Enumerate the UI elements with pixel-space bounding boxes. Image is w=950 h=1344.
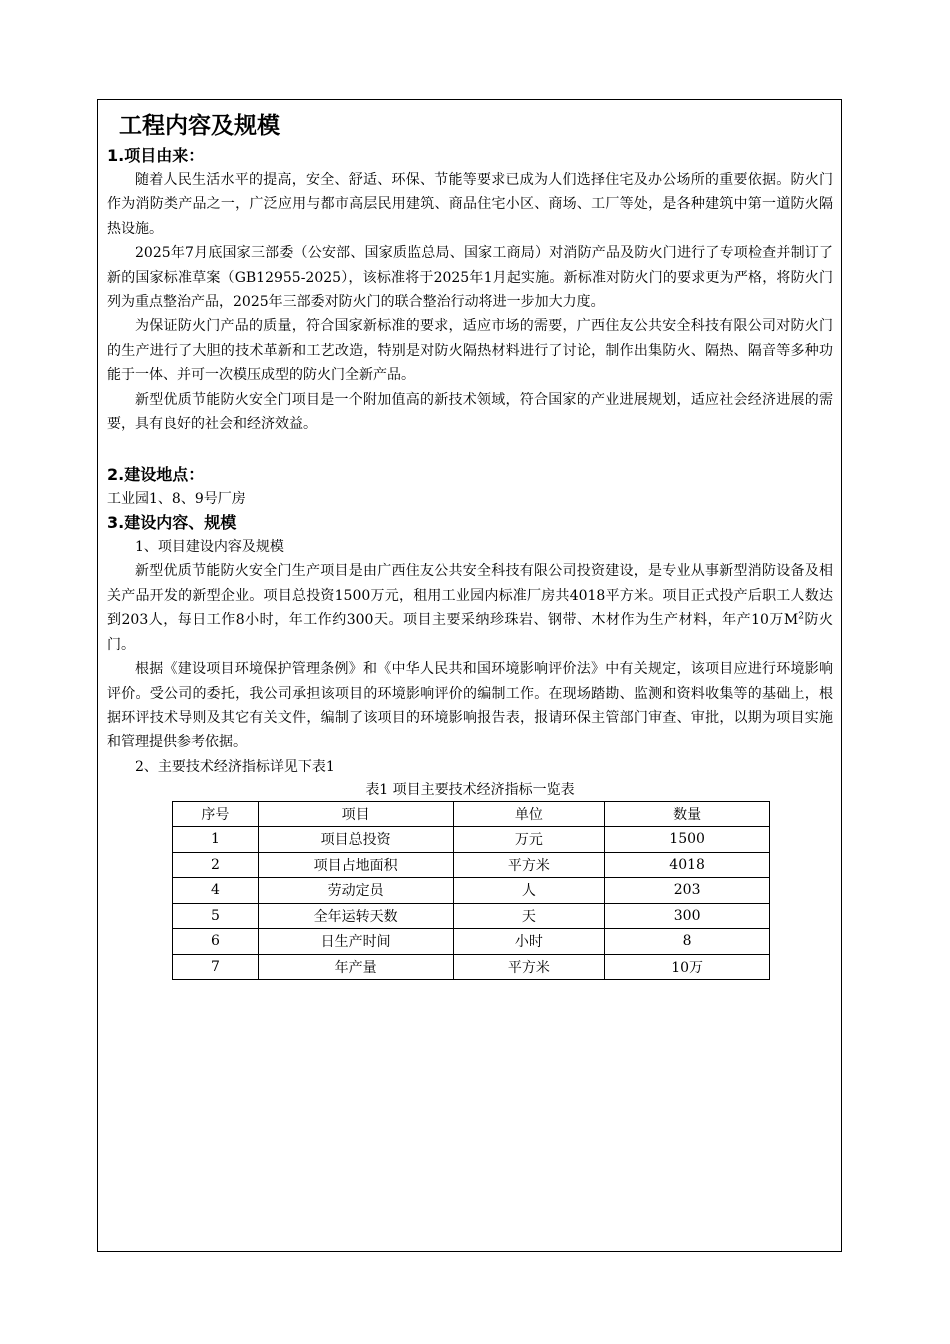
table-header-row bbox=[173, 801, 770, 827]
table-cell: 1 bbox=[173, 827, 259, 853]
table-cell: 1500 bbox=[605, 827, 770, 853]
header-cell-item: 项目 bbox=[258, 801, 453, 827]
origin-paragraph-3: 为保证防火门产品的质量，符合国家新标准的要求，适应市场的需要，广西住友公共安全科技有限公司对防火门的生产进行了大胆的技术革新和工艺改造，特别是对防火隔热材料进行了讨论，制作出集防火、隔热、隔音等多种功能于一体、并可一次模压成型的防火门全新产品。 bbox=[107, 318, 833, 384]
header-cell-index: 序号 bbox=[173, 801, 259, 827]
scope-subheading-2: 2、主要技术经济指标详见下表1 bbox=[135, 758, 335, 775]
table-cell: 天 bbox=[453, 903, 605, 929]
origin-paragraph-1: 随着人民生活水平的提高，安全、舒适、环保、节能等要求已成为人们选择住宅及办公场所的重要依据。防火门作为消防类产品之一，广泛应用与都市高层民用建筑、商品住宅小区、商场、工厂等处，是各种建筑中第一道防火隔热设施。 bbox=[107, 172, 833, 237]
page-title: 工程内容及规模 bbox=[119, 113, 280, 139]
table-cell: 项目总投资 bbox=[258, 827, 453, 853]
scope-paragraph-1 bbox=[107, 559, 833, 657]
table-cell: 8 bbox=[605, 929, 770, 955]
table-cell: 平方米 bbox=[453, 954, 605, 980]
section-gap bbox=[107, 436, 833, 463]
area-unit-superscript: 2 bbox=[798, 611, 804, 622]
table-caption: 表1 项目主要技术经济指标一览表 bbox=[365, 781, 575, 798]
table-cell: 4018 bbox=[605, 852, 770, 878]
table-row bbox=[173, 929, 770, 955]
scope-paragraph-1-text: 新型优质节能防火安全门生产项目是由广西住友公共安全科技有限公司投资建设，是专业从事新型消防设备及相关产品开发的新型企业。项目总投资1500万元，租用工业园内标准厂房共4018平方米。项目正式投产后职工人数达到203人，每日工作8小时，年工作约300天。项目主要采纳珍珠岩、钢带、木材作为生产材料，年产10万M bbox=[107, 563, 833, 629]
table-cell: 7 bbox=[173, 954, 259, 980]
table-cell: 小时 bbox=[453, 929, 605, 955]
table-row bbox=[173, 827, 770, 853]
section-heading-scope: 3.建设内容、规模 bbox=[107, 513, 237, 533]
table-cell: 日生产时间 bbox=[258, 929, 453, 955]
table-cell: 劳动定员 bbox=[258, 878, 453, 904]
table-row bbox=[173, 878, 770, 904]
scope-paragraph-1-tail: 防火门。 bbox=[107, 612, 834, 653]
table-row bbox=[173, 903, 770, 929]
section-heading-origin: 1.项目由来： bbox=[107, 146, 205, 165]
table-cell: 2 bbox=[173, 852, 259, 878]
table-cell: 年产量 bbox=[258, 954, 453, 980]
table-cell: 万元 bbox=[453, 827, 605, 853]
indicator-table bbox=[172, 801, 770, 981]
document-body bbox=[107, 108, 833, 980]
header-cell-unit: 单位 bbox=[453, 801, 605, 827]
table-cell: 10万 bbox=[605, 954, 770, 980]
table-cell: 人 bbox=[453, 878, 605, 904]
table-cell: 全年运转天数 bbox=[258, 903, 453, 929]
section-heading-location: 2.建设地点： bbox=[107, 465, 205, 485]
origin-paragraph-4: 新型优质节能防火安全门项目是一个附加值高的新技术领域，符合国家的产业进展规划，适应社会经济进展的需要，具有良好的社会和经济效益。 bbox=[107, 391, 833, 433]
content-frame bbox=[97, 99, 842, 1252]
table-row bbox=[173, 954, 770, 980]
table-cell: 4 bbox=[173, 878, 259, 904]
header-cell-quantity: 数量 bbox=[605, 801, 770, 827]
table-cell: 203 bbox=[605, 878, 770, 904]
location-text: 工业园1、8、9号厂房 bbox=[107, 491, 246, 508]
table-cell: 项目占地面积 bbox=[258, 852, 453, 878]
table-cell: 5 bbox=[173, 903, 259, 929]
table-cell: 300 bbox=[605, 903, 770, 929]
scope-paragraph-2: 根据《建设项目环境保护管理条例》和《中华人民共和国环境影响评价法》中有关规定，该项目应进行环境影响评价。受公司的委托，我公司承担该项目的环境影响评价的编制工作。在现场踏勘、监测和资料收集等的基础上，根据环评技术导则及其它有关文件，编制了该项目的环境影响报告表，报请环保主管部门审查、审批，以期为项目实施和管理提供参考依据。 bbox=[107, 661, 833, 751]
scope-subheading-1: 1、项目建设内容及规模 bbox=[135, 539, 284, 556]
origin-paragraph-2: 2025年7月底国家三部委（公安部、国家质监总局、国家工商局）对消防产品及防火门进行了专项检查并制订了新的国家标准草案（GB12955-2025），该标准将于2025年1月起实施。新标准对防火门的要求更为严格，将防火门列为重点整治产品，2025年三部委对防火门的联合整治行动将进一步加大力度。 bbox=[107, 245, 833, 311]
table-cell: 平方米 bbox=[453, 852, 605, 878]
table-cell: 6 bbox=[173, 929, 259, 955]
table-row bbox=[173, 852, 770, 878]
